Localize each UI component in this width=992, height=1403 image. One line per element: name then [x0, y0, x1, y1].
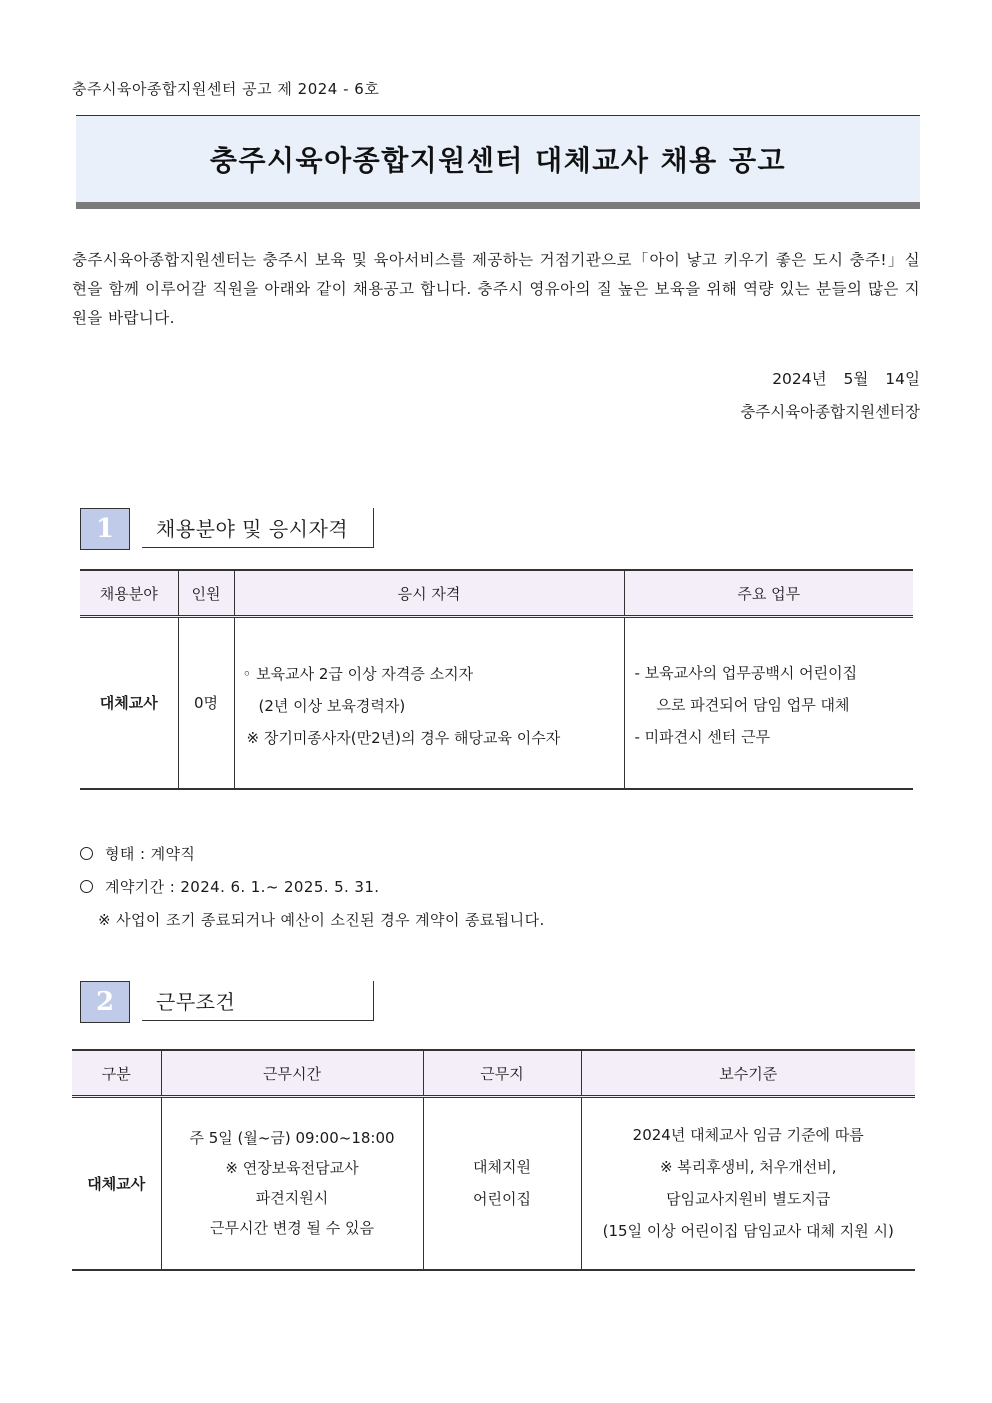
circle-bullet-icon [80, 847, 93, 860]
hours-line: 주 5일 (월~금) 09:00~18:00 [189, 1129, 395, 1148]
header-pay: 보수기준 [581, 1050, 915, 1097]
table-row [72, 1097, 915, 1270]
cell-pay [581, 1097, 915, 1270]
signer: 충주시육아종합지원센터장 [740, 403, 920, 421]
header-place: 근무지 [423, 1050, 581, 1097]
intro-paragraph: 충주시육아종합지원센터는 충주시 보육 및 육아서비스를 제공하는 거점기관으로「아이 낳고 키우기 좋은 도시 충주!」실현을 함께 이루어갈 직원을 아래와 같이 채용공고 합니다. 충주시 영유아의 질 높은 보육을 위해 역량 있는 분들의 많은 지원을 바랍니다. [72, 251, 920, 327]
header-hours: 근무시간 [161, 1050, 423, 1097]
working-conditions-table [72, 1049, 915, 1271]
place-line: 어린이집 [473, 1190, 531, 1209]
hours-line: 근무시간 변경 될 수 있음 [210, 1219, 374, 1238]
cell-qualifications [234, 617, 624, 789]
cell-field: 대체교사 [99, 694, 158, 713]
hours-line: 파견지원시 [255, 1189, 329, 1208]
pay-line: 2024년 대체교사 임금 기준에 따름 [632, 1126, 864, 1145]
qualification-line: ◦ 보육교사 2급 이상 자격증 소지자 [242, 664, 474, 683]
section-number-1: 1 [80, 508, 130, 550]
pay-line: ※ 복리후생비, 처우개선비, [659, 1158, 837, 1177]
table-header-row [72, 1050, 915, 1097]
header-field: 채용분야 [80, 570, 178, 617]
header-category: 구분 [72, 1050, 161, 1097]
page-title: 충주시육아종합지원센터 대체교사 채용 공고 [209, 144, 787, 177]
hours-line: ※ 연장보육전담교사 [225, 1159, 359, 1178]
duty-line: - 미파견시 센터 근무 [634, 727, 771, 746]
table-row [80, 617, 913, 789]
header-qualification: 응시 자격 [234, 570, 624, 617]
duty-line: - 보육교사의 업무공백시 어린이집 [634, 663, 858, 682]
announcement-date: 2024년 5월 14일 [772, 370, 920, 388]
header-count: 인원 [178, 570, 234, 617]
table-header-row [80, 570, 913, 617]
header-duties: 주요 업무 [624, 570, 913, 617]
cell-hours [161, 1097, 423, 1270]
section-number-2: 2 [80, 981, 130, 1023]
duty-line: 으로 파견되어 담임 업무 대체 [656, 695, 850, 714]
title-banner [76, 115, 920, 209]
contract-notes [80, 838, 545, 937]
cell-duties [624, 617, 913, 789]
recruitment-table [80, 569, 913, 790]
cell-place [423, 1097, 581, 1270]
pay-line: 담임교사지원비 별도지급 [666, 1190, 831, 1209]
pay-line: (15일 이상 어린이집 담임교사 대체 지원 시) [602, 1222, 894, 1241]
qualification-line: (2년 이상 보육경력자) [258, 696, 406, 715]
section-title-1: 채용분야 및 응시자격 [142, 508, 374, 548]
employment-type: 형태 : 계약직 [105, 845, 196, 863]
cell-category: 대체교사 [87, 1174, 146, 1193]
contract-period: 계약기간 : 2024. 6. 1.~ 2025. 5. 31. [105, 878, 380, 896]
place-line: 대체지원 [473, 1158, 531, 1177]
section-title-2: 근무조건 [142, 981, 374, 1021]
cell-count: 0명 [178, 617, 234, 789]
qualification-line: ※ 장기미종사자(만2년)의 경우 해당교육 이수자 [246, 728, 561, 747]
contract-remark: ※ 사업이 조기 종료되거나 예산이 소진된 경우 계약이 종료됩니다. [98, 911, 545, 929]
notice-number: 충주시육아종합지원센터 공고 제 2024 - 6호 [72, 80, 380, 98]
circle-bullet-icon [80, 880, 93, 893]
